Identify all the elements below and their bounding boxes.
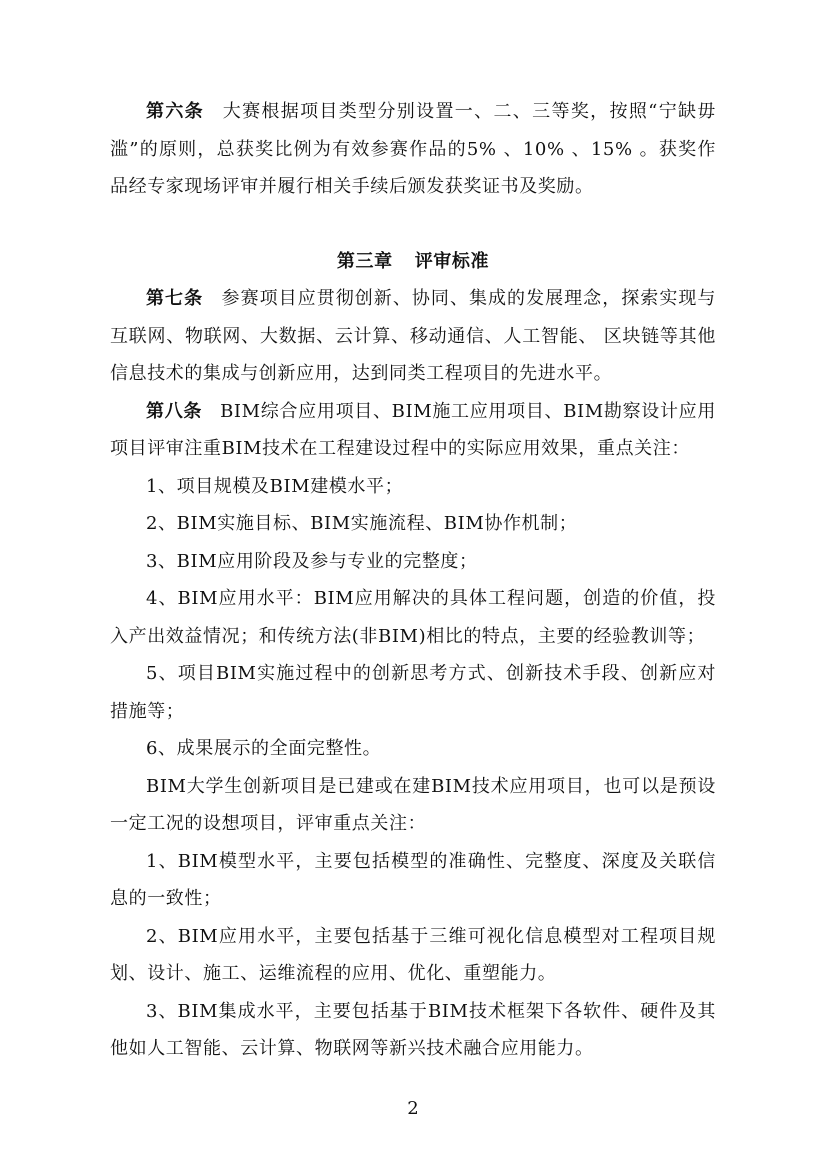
chapter-title: 评审标准 [414,250,490,272]
article-7-text: 参赛项目应贯彻创新、协同、集成的发展理念，探索实现与互联网、物联网、大数据、云计算、移动通信、人工智能、 区块链等其他信息技术的集成与创新应用，达到同类工程项目的先进水平。 [110,288,716,384]
list-item: 2、BIM应用水平，主要包括基于三维可视化信息模型对工程项目规划、设计、施工、运维流程的应用、优化、重塑能力。 [110,925,716,984]
chapter-number: 第三章 [336,250,393,272]
list-item: 2、BIM实施目标、BIM实施流程、BIM协作机制； [146,513,578,534]
article-8-text: BIM综合应用项目、BIM施工应用项目、BIM勘察设计应用项目评审注重BIM技术在工程建设过程中的实际应用效果，重点关注： [110,400,716,459]
list-item: 1、BIM模型水平，主要包括模型的准确性、完整度、深度及关联信息的一致性； [110,850,716,909]
list-item: 5、项目BIM实施过程中的创新思考方式、创新技术手段、创新应对措施等； [110,663,716,722]
article-6-heading: 第六条 [146,101,205,122]
list-item: 3、BIM集成水平，主要包括基于BIM技术框架下各软件、硬件及其他如人工智能、云计算、物联网等新兴技术融合应用能力。 [110,1000,716,1059]
page-number: 2 [407,1098,419,1119]
list-item: 1、项目规模及BIM建模水平； [146,475,404,497]
article-6-text: 大赛根据项目类型分别设置一、二、三等奖，按照“宁缺毋滥”的原则，总获奖比例为有效参赛作品的5% 、10% 、15% 。获奖作品经专家现场评审并履行相关手续后颁发获奖证书及奖励。 [110,101,716,197]
student-project-intro: BIM大学生创新项目是已建或在建BIM技术应用项目，也可以是预设一定工况的设想项目，评审重点关注： [110,775,716,834]
document-body [110,93,716,1068]
list-item: 4、BIM应用水平：BIM应用解决的具体工程问题，创造的价值，投入产出效益情况；和传统方法(非BIM)相比的特点，主要的经验教训等； [110,588,716,647]
article-8-heading: 第八条 [146,400,203,422]
chapter-heading [110,243,716,281]
list-item: 3、BIM应用阶段及参与专业的完整度； [146,550,478,572]
article-7-heading: 第七条 [146,288,204,309]
article-8-paragraph [110,393,716,468]
article-7-paragraph [110,280,716,393]
article-6-paragraph [110,93,716,206]
list-item: 6、成果展示的全面完整性。 [146,738,382,759]
